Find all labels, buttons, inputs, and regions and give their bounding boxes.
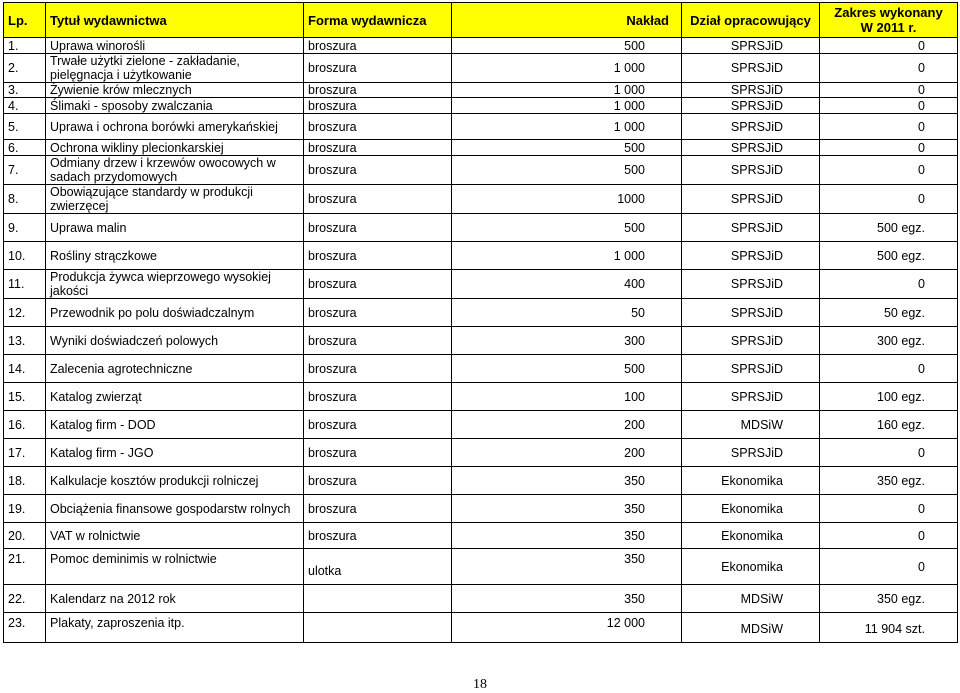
row-print-run: 200	[452, 439, 682, 467]
publications-table	[3, 2, 958, 643]
row-lp: 4.	[4, 98, 46, 114]
row-scope: 0	[820, 439, 958, 467]
header-lp: Lp.	[4, 3, 46, 38]
row-scope: 0	[820, 156, 958, 185]
row-print-run: 1000	[452, 185, 682, 214]
table-row	[4, 98, 958, 114]
row-scope: 500 egz.	[820, 214, 958, 242]
row-form	[304, 613, 452, 643]
header-form: Forma wydawnicza	[304, 3, 452, 38]
header-print-run: Nakład	[452, 3, 682, 38]
row-print-run: 1 000	[452, 83, 682, 98]
row-print-run: 1 000	[452, 98, 682, 114]
header-scope-line1: Zakres wykonany	[834, 5, 943, 20]
row-title: VAT w rolnictwie	[46, 523, 304, 549]
row-department: SPRSJiD	[682, 383, 820, 411]
row-form: broszura	[304, 523, 452, 549]
row-title: Pomoc deminimis w rolnictwie	[46, 549, 304, 585]
row-lp: 12.	[4, 299, 46, 327]
row-scope: 0	[820, 98, 958, 114]
page-number: 18	[473, 677, 487, 692]
header-department: Dział opracowujący	[682, 3, 820, 38]
row-scope: 0	[820, 114, 958, 140]
row-form: broszura	[304, 439, 452, 467]
row-department: SPRSJiD	[682, 140, 820, 156]
row-form: broszura	[304, 214, 452, 242]
row-lp: 1.	[4, 38, 46, 54]
row-lp: 18.	[4, 467, 46, 495]
table-row	[4, 585, 958, 613]
table-row	[4, 613, 958, 643]
row-form: broszura	[304, 270, 452, 299]
row-lp: 7.	[4, 156, 46, 185]
row-form: broszura	[304, 299, 452, 327]
row-department: MDSiW	[682, 613, 820, 643]
row-print-run: 1 000	[452, 54, 682, 83]
row-title: Przewodnik po polu doświadczalnym	[46, 299, 304, 327]
row-lp: 9.	[4, 214, 46, 242]
table-row	[4, 242, 958, 270]
row-scope: 500 egz.	[820, 242, 958, 270]
row-scope: 0	[820, 270, 958, 299]
row-scope: 50 egz.	[820, 299, 958, 327]
row-scope: 0	[820, 140, 958, 156]
row-department: MDSiW	[682, 585, 820, 613]
row-department: Ekonomika	[682, 467, 820, 495]
row-lp: 21.	[4, 549, 46, 585]
row-department: SPRSJiD	[682, 242, 820, 270]
row-lp: 8.	[4, 185, 46, 214]
row-lp: 5.	[4, 114, 46, 140]
row-scope: 0	[820, 495, 958, 523]
row-department: SPRSJiD	[682, 38, 820, 54]
row-title: Żywienie krów mlecznych	[46, 83, 304, 98]
table-row	[4, 140, 958, 156]
row-scope: 350 egz.	[820, 467, 958, 495]
row-form: broszura	[304, 140, 452, 156]
row-department: SPRSJiD	[682, 327, 820, 355]
table-row	[4, 383, 958, 411]
row-print-run: 200	[452, 411, 682, 439]
row-title: Uprawa i ochrona borówki amerykańskiej	[46, 114, 304, 140]
row-print-run: 500	[452, 156, 682, 185]
row-department: SPRSJiD	[682, 270, 820, 299]
row-department: SPRSJiD	[682, 299, 820, 327]
row-lp: 17.	[4, 439, 46, 467]
table-row	[4, 214, 958, 242]
row-title: Katalog firm - DOD	[46, 411, 304, 439]
row-print-run: 500	[452, 140, 682, 156]
row-department: SPRSJiD	[682, 185, 820, 214]
row-title: Kalendarz na 2012 rok	[46, 585, 304, 613]
row-lp: 20.	[4, 523, 46, 549]
row-form: broszura	[304, 83, 452, 98]
row-print-run: 100	[452, 383, 682, 411]
row-form: broszura	[304, 98, 452, 114]
row-print-run: 350	[452, 585, 682, 613]
row-form: broszura	[304, 114, 452, 140]
row-print-run: 350	[452, 549, 682, 585]
row-lp: 6.	[4, 140, 46, 156]
row-form: broszura	[304, 38, 452, 54]
header-scope	[820, 3, 958, 38]
row-form: broszura	[304, 467, 452, 495]
row-lp: 13.	[4, 327, 46, 355]
table-row	[4, 523, 958, 549]
row-print-run: 1 000	[452, 114, 682, 140]
row-lp: 16.	[4, 411, 46, 439]
row-print-run: 350	[452, 523, 682, 549]
table-row	[4, 299, 958, 327]
row-lp: 3.	[4, 83, 46, 98]
row-lp: 10.	[4, 242, 46, 270]
row-form: ulotka	[304, 549, 452, 585]
row-form: broszura	[304, 327, 452, 355]
row-title: Zalecenia agrotechniczne	[46, 355, 304, 383]
row-department: Ekonomika	[682, 549, 820, 585]
table-row	[4, 114, 958, 140]
row-scope: 100 egz.	[820, 383, 958, 411]
row-title: Obciążenia finansowe gospodarstw rolnych	[46, 495, 304, 523]
row-department: SPRSJiD	[682, 83, 820, 98]
row-form: broszura	[304, 54, 452, 83]
row-form: broszura	[304, 156, 452, 185]
row-scope: 0	[820, 185, 958, 214]
row-scope: 350 egz.	[820, 585, 958, 613]
row-lp: 14.	[4, 355, 46, 383]
row-scope: 0	[820, 83, 958, 98]
row-scope: 0	[820, 355, 958, 383]
table-row	[4, 327, 958, 355]
row-title: Ślimaki - sposoby zwalczania	[46, 98, 304, 114]
row-form	[304, 585, 452, 613]
row-title: Trwałe użytki zielone - zakładanie, pielęgnacja i użytkowanie	[46, 54, 304, 83]
row-print-run: 500	[452, 355, 682, 383]
row-title: Odmiany drzew i krzewów owocowych w sadach przydomowych	[46, 156, 304, 185]
table-row	[4, 54, 958, 83]
row-lp: 15.	[4, 383, 46, 411]
row-form: broszura	[304, 411, 452, 439]
table-row	[4, 38, 958, 54]
table-row	[4, 411, 958, 439]
row-department: SPRSJiD	[682, 156, 820, 185]
row-lp: 23.	[4, 613, 46, 643]
row-title: Katalog firm - JGO	[46, 439, 304, 467]
row-form: broszura	[304, 495, 452, 523]
row-scope: 11 904 szt.	[820, 613, 958, 643]
row-department: SPRSJiD	[682, 439, 820, 467]
row-title: Produkcja żywca wieprzowego wysokiej jakości	[46, 270, 304, 299]
table-row	[4, 495, 958, 523]
row-print-run: 350	[452, 467, 682, 495]
row-department: SPRSJiD	[682, 98, 820, 114]
row-department: Ekonomika	[682, 495, 820, 523]
row-department: SPRSJiD	[682, 114, 820, 140]
table-row	[4, 83, 958, 98]
table-header-row	[4, 3, 958, 38]
table-row	[4, 156, 958, 185]
row-title: Katalog zwierząt	[46, 383, 304, 411]
row-print-run: 12 000	[452, 613, 682, 643]
row-title: Ochrona wikliny plecionkarskiej	[46, 140, 304, 156]
row-print-run: 50	[452, 299, 682, 327]
row-scope: 300 egz.	[820, 327, 958, 355]
row-scope: 0	[820, 54, 958, 83]
table-row	[4, 270, 958, 299]
header-scope-line2: W 2011 r.	[860, 20, 917, 35]
row-title: Plakaty, zaproszenia itp.	[46, 613, 304, 643]
row-print-run: 300	[452, 327, 682, 355]
row-print-run: 350	[452, 495, 682, 523]
row-form: broszura	[304, 242, 452, 270]
row-scope: 0	[820, 38, 958, 54]
row-print-run: 500	[452, 214, 682, 242]
table-row	[4, 549, 958, 585]
row-title: Obowiązujące standardy w produkcji zwierzęcej	[46, 185, 304, 214]
row-form: broszura	[304, 383, 452, 411]
table-row	[4, 355, 958, 383]
row-lp: 19.	[4, 495, 46, 523]
row-lp: 22.	[4, 585, 46, 613]
row-title: Uprawa winorośli	[46, 38, 304, 54]
table-row	[4, 439, 958, 467]
row-department: Ekonomika	[682, 523, 820, 549]
row-title: Uprawa malin	[46, 214, 304, 242]
row-print-run: 400	[452, 270, 682, 299]
table-row	[4, 185, 958, 214]
row-print-run: 1 000	[452, 242, 682, 270]
row-scope: 160 egz.	[820, 411, 958, 439]
header-title: Tytuł wydawnictwa	[46, 3, 304, 38]
row-department: SPRSJiD	[682, 54, 820, 83]
row-title: Wyniki doświadczeń polowych	[46, 327, 304, 355]
row-scope: 0	[820, 523, 958, 549]
table-row	[4, 467, 958, 495]
row-lp: 2.	[4, 54, 46, 83]
row-title: Kalkulacje kosztów produkcji rolniczej	[46, 467, 304, 495]
row-form: broszura	[304, 185, 452, 214]
row-department: MDSiW	[682, 411, 820, 439]
row-title: Rośliny strączkowe	[46, 242, 304, 270]
row-scope: 0	[820, 549, 958, 585]
row-lp: 11.	[4, 270, 46, 299]
row-department: SPRSJiD	[682, 355, 820, 383]
row-print-run: 500	[452, 38, 682, 54]
row-department: SPRSJiD	[682, 214, 820, 242]
row-form: broszura	[304, 355, 452, 383]
